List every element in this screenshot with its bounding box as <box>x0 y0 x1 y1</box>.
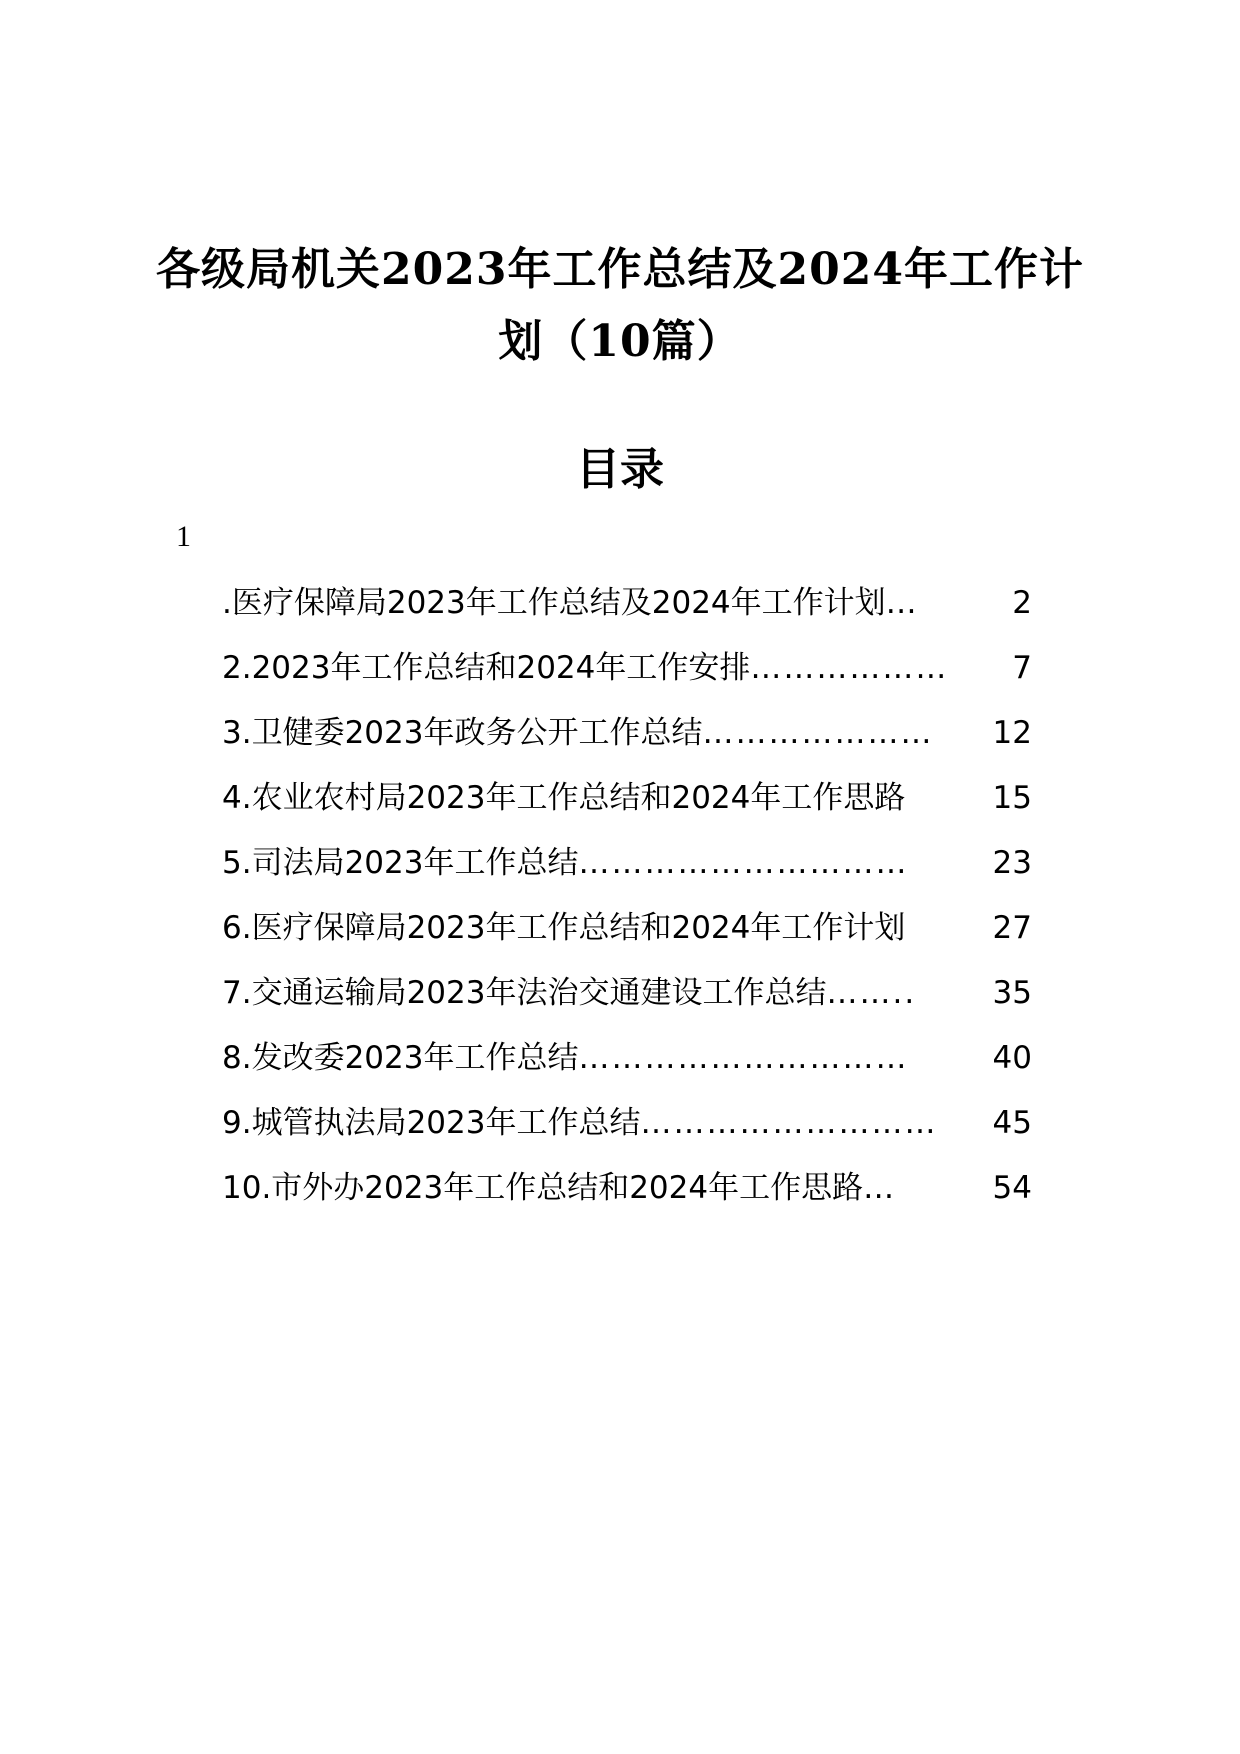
toc-leader-dots: …….. <box>826 975 917 1011</box>
toc-page-number: 45 <box>992 1105 1032 1141</box>
toc-entry-6[interactable] <box>222 910 1032 975</box>
table-of-contents <box>222 585 1032 1235</box>
toc-page-number: 23 <box>992 845 1032 881</box>
toc-page-number: 2 <box>1012 585 1032 621</box>
toc-entry-3[interactable] <box>222 715 1032 780</box>
toc-leader-dots: … <box>885 585 919 621</box>
toc-leader-dots: ………………………… <box>578 1040 909 1076</box>
toc-entry-title: 5.司法局2023年工作总结 <box>222 845 579 881</box>
toc-entry-title: 4.农业农村局2023年工作总结和2024年工作思路 <box>222 780 906 816</box>
toc-page-number: 15 <box>992 780 1032 816</box>
toc-leader-dots: … <box>863 1170 897 1206</box>
toc-entry-2[interactable] <box>222 650 1032 715</box>
toc-leader-dots: ………………………… <box>578 845 909 881</box>
toc-page-number: 40 <box>992 1040 1032 1076</box>
toc-entry-7[interactable] <box>222 975 1032 1040</box>
toc-page-number: 12 <box>992 715 1032 751</box>
toc-entry-title: 3.卫健委2023年政务公开工作总结 <box>222 715 703 751</box>
toc-entry-title: 9.城管执法局2023年工作总结 <box>222 1105 641 1141</box>
document-title-line-1: 各级局机关2023年工作总结及2024年工作计 <box>156 244 1084 295</box>
toc-entry-title: 6.医疗保障局2023年工作总结和2024年工作计划 <box>222 910 906 946</box>
toc-leader-dots: ……………………… <box>640 1105 938 1141</box>
toc-entry-5[interactable] <box>222 845 1032 910</box>
toc-entry-1[interactable] <box>222 585 1032 650</box>
toc-entry-title: 2.2023年工作总结和2024年工作安排 <box>222 650 751 686</box>
toc-entry-title: 10.市外办2023年工作总结和2024年工作思路 <box>222 1170 864 1206</box>
toc-entry-title: .医疗保障局2023年工作总结及2024年工作计划 <box>222 585 886 621</box>
toc-leader-dots: ………………… <box>702 715 934 751</box>
toc-entry-8[interactable] <box>222 1040 1032 1105</box>
document-title-line-2: 划（10篇） <box>498 316 742 367</box>
toc-leader-dots: ……………… <box>750 650 949 686</box>
toc-entry-9[interactable] <box>222 1105 1032 1170</box>
toc-page-number: 7 <box>1012 650 1032 686</box>
toc-entry-title: 7.交通运输局2023年法治交通建设工作总结 <box>222 975 827 1011</box>
toc-page-number: 27 <box>992 910 1032 946</box>
toc-page-number: 35 <box>992 975 1032 1011</box>
toc-entry-4[interactable] <box>222 780 1032 845</box>
toc-page-number: 54 <box>992 1170 1032 1206</box>
toc-heading: 目录 <box>576 444 664 495</box>
toc-entry-10[interactable] <box>222 1170 1032 1235</box>
toc-entry-title: 8.发改委2023年工作总结 <box>222 1040 579 1076</box>
list-number-marker: 1 <box>176 520 191 553</box>
